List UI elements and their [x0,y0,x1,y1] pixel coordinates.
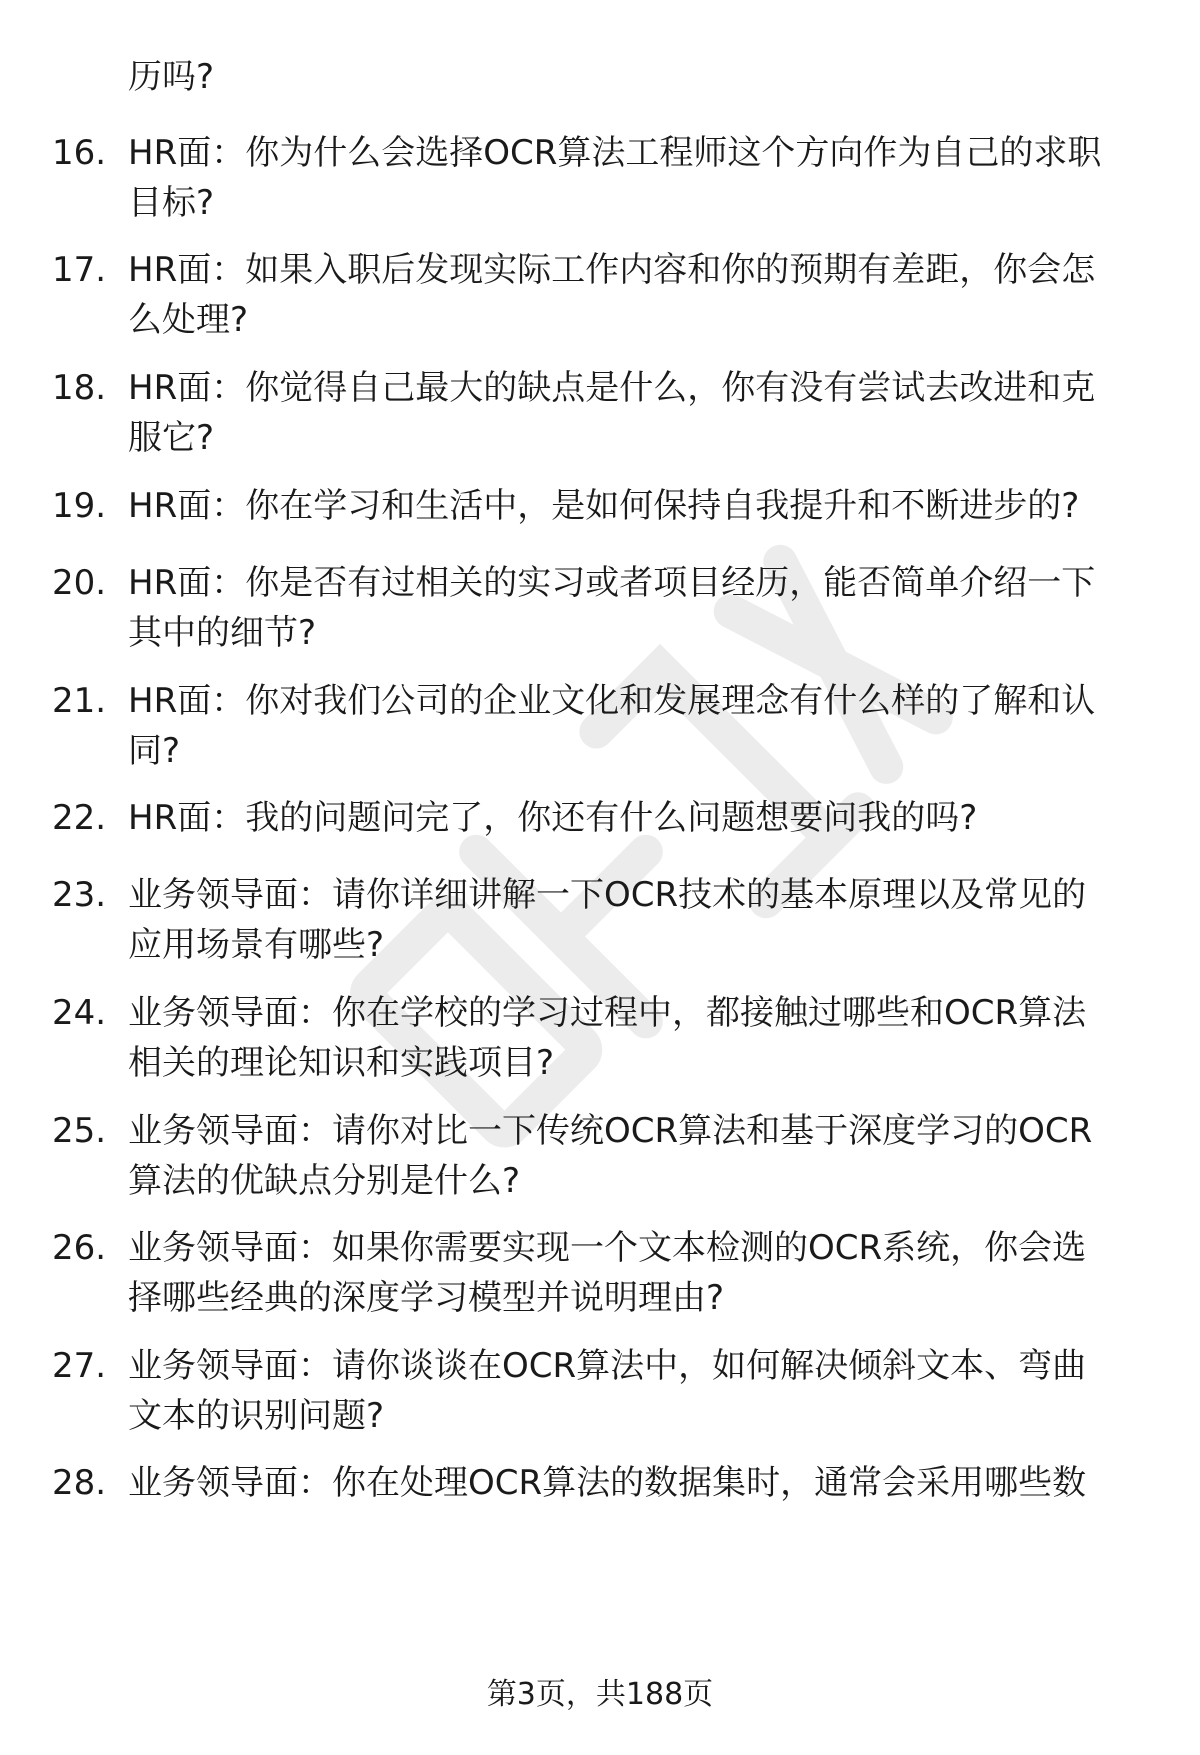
item-number: 24. [52,993,107,1033]
item-number: 21. [52,681,107,721]
item-text: 业务领导面：请你详细讲解一下OCR技术的基本原理以及常见的 应用场景有哪些? [128,875,1087,965]
item-text: HR面：我的问题问完了，你还有什么问题想要问我的吗? [128,798,978,838]
continuation-text: 历吗? [128,57,215,97]
item-text: 业务领导面：请你谈谈在OCR算法中，如何解决倾斜文本、弯曲 文本的识别问题? [128,1346,1087,1436]
item-text: 业务领导面：请你对比一下传统OCR算法和基于深度学习的OCR 算法的优缺点分别是什么? [128,1111,1093,1201]
item-text: HR面：你在学习和生活中，是如何保持自我提升和不断进步的? [128,486,1080,526]
item-number: 25. [52,1111,107,1151]
item-number: 27. [52,1346,107,1386]
item-number: 20. [52,563,107,603]
item-number: 28. [52,1463,107,1503]
item-number: 23. [52,875,107,915]
item-text: HR面：你为什么会选择OCR算法工程师这个方向作为自己的求职 目标? [128,133,1102,223]
item-number: 17. [52,250,107,290]
item-text: HR面：你是否有过相关的实习或者项目经历，能否简单介绍一下 其中的细节? [128,563,1096,653]
item-number: 16. [52,133,107,173]
item-text: 业务领导面：你在学校的学习过程中，都接触过哪些和OCR算法 相关的理论知识和实践项目? [128,993,1087,1083]
item-number: 22. [52,798,107,838]
item-text: HR面：你觉得自己最大的缺点是什么，你有没有尝试去改进和克 服它? [128,368,1096,458]
item-number: 19. [52,486,107,526]
page-footer: 第3页，共188页 [486,1677,714,1712]
item-number: 18. [52,368,107,408]
item-text: 业务领导面：如果你需要实现一个文本检测的OCR系统，你会选 择哪些经典的深度学习模型并说明理由? [128,1228,1087,1318]
item-text: HR面：你对我们公司的企业文化和发展理念有什么样的了解和认 同? [128,681,1096,771]
item-number: 26. [52,1228,107,1268]
item-text: 业务领导面：你在处理OCR算法的数据集时，通常会采用哪些数 [128,1463,1087,1503]
item-text: HR面：如果入职后发现实际工作内容和你的预期有差距，你会怎 么处理? [128,250,1096,340]
